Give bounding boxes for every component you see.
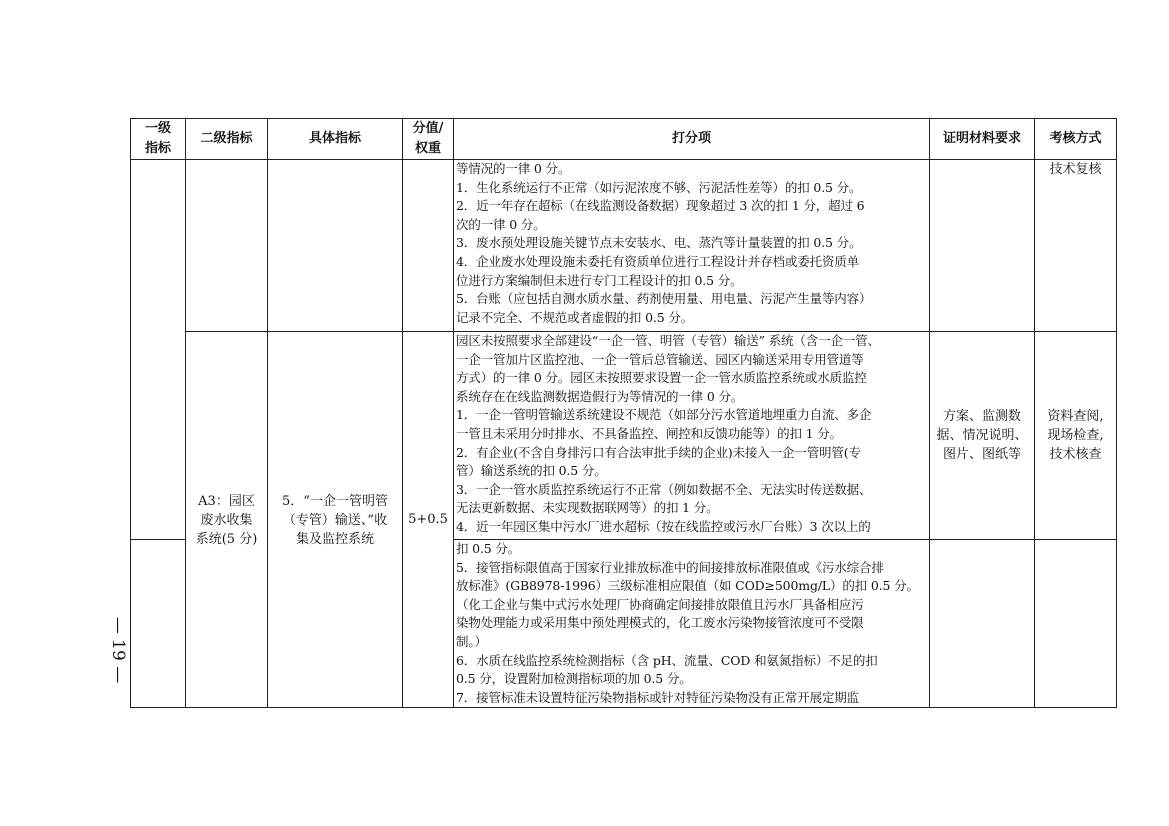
row2-line: 3．一企一管水质监控系统运行不正常（例如数据不全、无法实时传送数据、: [456, 481, 872, 497]
assessment-line: 现场检查,: [1047, 427, 1104, 443]
assessment-method: [1035, 405, 1116, 465]
row2-line: 系统存在在线监测数据造假行为等情况的一律 0 分。: [456, 388, 744, 404]
row1-assessment: 技术复核: [1049, 162, 1102, 177]
col-border-0: [130, 118, 131, 708]
row2-line: 园区未按照要求全部建设“一企一管、明管（专管）输送” 系统（含一企一管、: [456, 333, 880, 348]
score-value: 5+0.5: [408, 511, 448, 527]
row1-line: 位进行方案编制但未进行专门工程设计的扣 0.5 分。: [456, 272, 743, 288]
row3-line: 扣 0.5 分。: [456, 541, 521, 556]
row2-scoring-text: [456, 332, 928, 539]
row2-line: 方式）的一律 0 分。园区未按照要求设置一企一管水质监控系统或水质监控: [456, 370, 867, 386]
row2-line: 4．近一年园区集中污水厂进水超标（按在线监控或污水厂台账）3 次以上的: [456, 518, 871, 534]
specific-indicator-5: [268, 490, 402, 550]
secondary-line: 系统(5 分): [195, 531, 258, 547]
row2-line: 1．一企一管明管输送系统建设不规范（如部分污水管道地埋重力自流、多企: [456, 407, 872, 423]
row1-line: 1．生化系统运行不正常（如污泥浓度不够、污泥活性差等）的扣 0.5 分。: [456, 179, 862, 195]
col-border-3: [402, 118, 403, 708]
row1-line: 2．近一年存在超标（在线监测设备数据）现象超过 3 次的扣 1 分，超过 6: [456, 198, 865, 214]
row1-line: 等情况的一律 0 分。: [456, 161, 571, 176]
secondary-line: 废水收集: [200, 512, 253, 528]
row3-line: （化工企业与集中式污水处理厂协商确定间接排放限值且污水厂具备相应污: [456, 596, 864, 612]
header-specific-indicator: 具体指标: [308, 131, 361, 146]
row1-line: 4．企业废水处理设施未委托有资质单位进行工程设计并存档或委托资质单: [456, 253, 860, 269]
row3-scoring-text: [456, 540, 928, 707]
row3-line: 染物处理能力或采用集中预处理模式的，化工废水污染物接管浓度可不受限: [456, 615, 864, 631]
row1-scoring-text: [456, 160, 928, 331]
row3-line: 5．接管指标限值高于国家行业排放标准中的间接排放标准限值或《污水综合排: [456, 559, 884, 575]
table-bottom-border: [130, 707, 1117, 708]
specific-line: （专管）输送、”收: [282, 512, 388, 528]
row2-line: 2．有企业(不含自身排污口有合法审批手续的企业)未接入一企一管明管(专: [456, 444, 861, 460]
row2-line: 管）输送系统的扣 0.5 分。: [456, 463, 607, 479]
specific-line: 5．“一企一管明管: [282, 493, 388, 509]
header-evidence: 证明材料要求: [942, 131, 1021, 146]
secondary-indicator-a3: [186, 490, 267, 550]
evidence-line: 据、情况说明、: [936, 427, 1028, 443]
secondary-line: A3：园区: [198, 493, 255, 509]
header-score-line2: 权重: [414, 141, 441, 156]
col1-split-border: [130, 539, 185, 540]
row3-line: 7．接管标准未设置特征污染物指标或针对特征污染物没有正常开展定期监: [456, 689, 860, 705]
header-secondary-indicator: 二级指标: [200, 131, 253, 146]
evidence-requirements: [930, 405, 1034, 465]
row3-line: 0.5 分，设置附加检测指标项的加 0.5 分。: [456, 671, 692, 687]
header-score-line1: 分值/: [412, 121, 444, 136]
specific-line: 集及监控系统: [295, 531, 374, 547]
header-primary-line2: 指标: [144, 141, 171, 156]
row1-line: 3．废水预处理设施关键节点未安装水、电、蒸汽等计量装置的扣 0.5 分。: [456, 235, 862, 251]
row3-line: 放标准》(GB8978-1996）三级标准相应限值（如 COD≥500mg/L）的扣 0.5 分。: [456, 578, 919, 594]
assessment-line: 资料查阅,: [1047, 408, 1104, 424]
page-number: [108, 605, 128, 695]
evidence-line: 图片、图纸等: [942, 446, 1021, 462]
assessment-line: 技术核查: [1049, 446, 1102, 462]
row1-line: 记录不完全、不规范或者虚假的扣 0.5 分。: [456, 309, 694, 325]
evidence-line: 方案、监测数: [942, 408, 1021, 424]
header-primary-line1: 一级: [144, 121, 171, 136]
page-number-text: — 19 —: [108, 616, 129, 684]
header-score-weight: [403, 119, 453, 159]
col-border-2: [267, 118, 268, 708]
row1-line: 5．台账（应包括自测水质水量、药剂使用量、用电量、污泥产生量等内容）: [456, 291, 872, 307]
col-border-4: [453, 118, 454, 708]
col-border-1: [185, 118, 186, 708]
row3-line: 制。）: [456, 633, 487, 649]
col-border-7: [1116, 118, 1117, 708]
row2-line: 无法更新数据、未实现数据联网等）的扣 1 分。: [456, 500, 719, 516]
row3-line: 6．水质在线监控系统检测指标（含 pH、流量、COD 和氨氮指标）不足的扣: [456, 652, 878, 668]
header-primary-indicator: [131, 119, 185, 159]
row2-line: 一管且未采用分时排水、不具备监控、闸控和反馈功能等）的扣 1 分。: [456, 425, 842, 441]
row1-line: 次的一律 0 分。: [456, 216, 546, 232]
header-scoring-items: 打分项: [671, 131, 711, 146]
header-assessment: 考核方式: [1049, 131, 1102, 146]
row2-line: 一企一管加片区监控池、一企一管后总管输送、园区内输送采用专用管道等: [456, 351, 864, 367]
